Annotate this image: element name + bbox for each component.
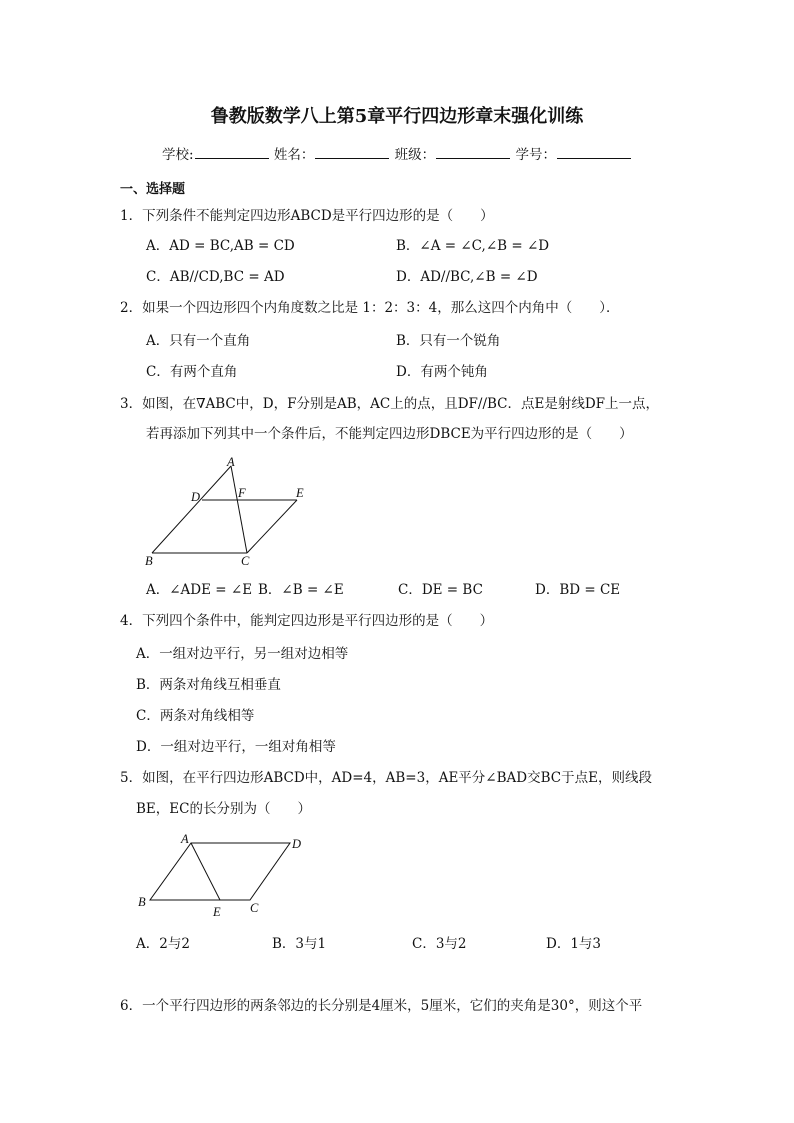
number-blank[interactable] — [557, 145, 631, 159]
q5-option-a[interactable]: A．2与2 — [136, 936, 190, 952]
q5-label-c: C — [250, 901, 259, 915]
q5-parallelogram — [150, 843, 290, 900]
q2-option-d[interactable]: D．有两个钝角 — [396, 364, 488, 380]
q3-option-a[interactable]: A．∠ADE = ∠E — [146, 582, 253, 598]
q1-stem: 1．下列条件不能判定四边形ABCD是平行四边形的是（ ） — [120, 208, 494, 224]
q3-option-c[interactable]: C．DE = BC — [398, 582, 483, 598]
q3-stem-line1: 3．如图，在∇ABC中，D，F分别是AB，AC上的点，且DF//BC．点E是射线DF上一点， — [120, 396, 660, 412]
student-info — [0, 145, 794, 164]
q2-option-a[interactable]: A．只有一个直角 — [146, 333, 251, 349]
q3-label-d: D — [191, 490, 201, 504]
q2-option-c[interactable]: C．有两个直角 — [146, 364, 238, 380]
number-label: 学号： — [515, 147, 556, 163]
q4-stem: 4．下列四个条件中，能判定四边形是平行四边形的是（ ） — [120, 613, 494, 629]
name-label: 姓名： — [273, 147, 315, 163]
q5-label-b: B — [138, 895, 146, 909]
q3-option-b[interactable]: B．∠B = ∠E — [258, 582, 344, 598]
q3-label-b: B — [145, 554, 153, 568]
q4-option-c[interactable]: C．两条对角线相等 — [136, 708, 255, 724]
q3-label-e: E — [296, 486, 304, 500]
q3-label-f: F — [238, 486, 246, 500]
q1-option-a[interactable]: A．AD = BC,AB = CD — [146, 238, 295, 254]
q4-option-b[interactable]: B．两条对角线互相垂直 — [136, 677, 281, 693]
name-blank[interactable] — [315, 145, 389, 159]
section-heading: 一、选择题 — [120, 182, 186, 197]
q5-label-a: A — [181, 832, 189, 846]
q5-option-b[interactable]: B．3与1 — [272, 936, 327, 952]
q3-line-ec — [247, 500, 297, 553]
q5-label-e: E — [213, 905, 221, 919]
school-label: 学校: — [162, 147, 194, 163]
q5-option-c[interactable]: C．3与2 — [412, 936, 467, 952]
q3-option-d[interactable]: D．BD = CE — [535, 582, 621, 598]
class-label: 班级： — [394, 147, 436, 163]
q5-label-d: D — [292, 837, 302, 851]
q5-line-ae — [191, 843, 220, 900]
q3-line-ac — [231, 466, 247, 553]
page-title: 鲁教版数学八上第5章平行四边形章末强化训练 — [210, 106, 584, 127]
q1-option-d[interactable]: D．AD//BC,∠B = ∠D — [396, 269, 538, 285]
q3-label-c: C — [241, 554, 250, 568]
q3-stem-line2: 若再添加下列其中一个条件后，不能判定四边形DBCE为平行四边形的是（ ） — [146, 426, 633, 442]
q6-stem: 6．一个平行四边形的两条邻边的长分别是4厘米，5厘米，它们的夹角是30°，则这个平 — [120, 998, 643, 1014]
q3-figure — [135, 450, 335, 575]
q5-stem-line1: 5．如图，在平行四边形ABCD中，AD=4，AB=3，AE平分∠BAD交BC于点E，则线段 — [120, 770, 652, 786]
q4-option-d[interactable]: D．一组对边平行，一组对角相等 — [136, 739, 336, 755]
q1-option-c[interactable]: C．AB//CD,BC = AD — [146, 269, 285, 285]
q5-figure — [130, 830, 320, 925]
school-blank[interactable] — [195, 145, 269, 159]
q5-stem-line2: BE，EC的长分别为（ ） — [136, 801, 311, 817]
q5-option-d[interactable]: D．1与3 — [546, 936, 602, 952]
q1-option-b[interactable]: B．∠A = ∠C,∠B = ∠D — [396, 238, 550, 254]
q2-option-b[interactable]: B．只有一个锐角 — [396, 333, 501, 349]
q3-label-a: A — [227, 455, 235, 469]
class-blank[interactable] — [436, 145, 510, 159]
q4-option-a[interactable]: A．一组对边平行，另一组对边相等 — [136, 646, 349, 662]
q2-stem: 2．如果一个四边形四个内角度数之比是 1：2：3：4，那么这四个内角中（ ）． — [120, 300, 620, 316]
q3-line-ba — [152, 466, 231, 553]
